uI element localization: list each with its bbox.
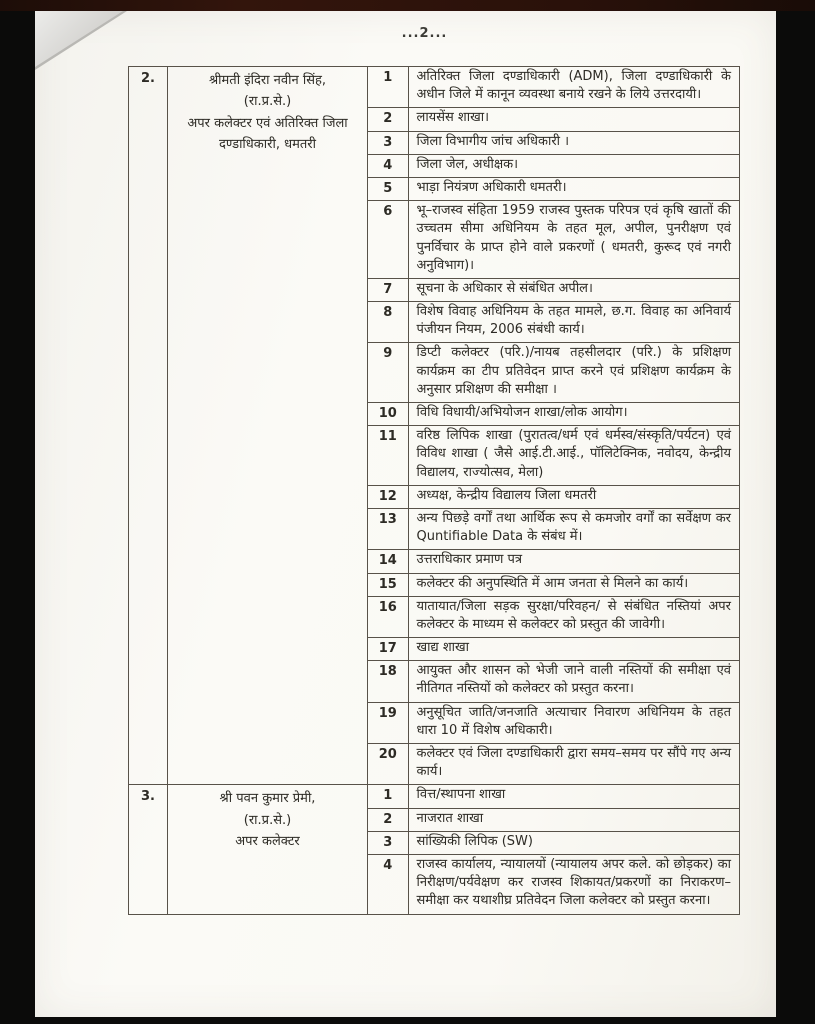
officer-name-line: श्रीमती इंदिरा नवीन सिंह,	[208, 73, 327, 88]
officer-serial: 2.	[129, 67, 168, 785]
duty-row	[368, 177, 739, 200]
duty-number: 4	[368, 854, 408, 913]
duty-number: 16	[368, 596, 408, 637]
page-number: ...2...	[401, 26, 448, 41]
duty-number: 2	[368, 108, 408, 131]
officer-name-line: (रा.प्र.से.)	[243, 94, 292, 110]
duty-text: कलेक्टर की अनुपस्थिति में आम जनता से मिलने का कार्य।	[408, 573, 739, 596]
duty-row	[368, 785, 739, 808]
duty-row	[368, 67, 739, 108]
duty-text: डिप्टी कलेक्टर (परि.)/नायब तहसीलदार (परि.) के प्रशिक्षण कार्यक्रम का टीप प्रतिवेदन प्राप्त करने एवं प्रशिक्षण कार्यक्रम के अनुसार प्रशिक्षण की समीक्षा ।	[408, 343, 739, 403]
duty-row	[368, 131, 739, 154]
duty-row	[368, 426, 739, 486]
duty-number: 8	[368, 302, 408, 343]
officer-duties	[368, 785, 740, 914]
officer-name-line: (रा.प्र.से.)	[243, 812, 292, 828]
duty-number: 6	[368, 201, 408, 279]
duty-row	[368, 831, 739, 854]
duty-number: 18	[368, 661, 408, 702]
officer-name-line: अपर कलेक्टर एवं अतिरिक्त जिला	[187, 115, 348, 131]
duty-row	[368, 702, 739, 743]
duty-text: कलेक्टर एवं जिला दण्डाधिकारी द्वारा समय–समय पर सौंपे गए अन्य कार्य।	[408, 744, 739, 785]
duty-number: 12	[368, 485, 408, 508]
duty-row	[368, 596, 739, 637]
duty-number: 11	[368, 426, 408, 486]
duty-text: अध्यक्ष, केन्द्रीय विद्यालय जिला धमतरी	[408, 485, 739, 508]
photo-top-edge	[0, 0, 815, 11]
duty-row	[368, 403, 739, 426]
duty-number: 13	[368, 508, 408, 549]
duty-text: जिला जेल, अधीक्षक।	[408, 154, 739, 177]
duty-row	[368, 661, 739, 702]
duty-text: नाजरात शाखा	[408, 808, 739, 831]
duty-row	[368, 638, 739, 661]
duty-row	[368, 108, 739, 131]
duty-text: विधि विधायी/अभियोजन शाखा/लोक आयोग।	[408, 403, 739, 426]
duty-row	[368, 508, 739, 549]
duty-row	[368, 485, 739, 508]
duty-number: 19	[368, 702, 408, 743]
duty-number: 14	[368, 550, 408, 573]
officer-duties	[368, 67, 740, 785]
duty-number: 7	[368, 278, 408, 301]
officer-row	[129, 67, 740, 785]
duty-number: 2	[368, 808, 408, 831]
duty-text: अतिरिक्त जिला दण्डाधिकारी (ADM), जिला दण्डाधिकारी के अधीन जिले में कानून व्यवस्था बनाये रखने के लिये उत्तरदायी।	[408, 67, 739, 108]
duty-text: राजस्व कार्यालय, न्यायालयों (न्यायालय अपर कले. को छोड़कर) का निरीक्षण/पर्यवेक्षण कर राजस्व शिकायत/प्रकरणों का निराकरण–समीक्षा कर यथाशीघ्र प्रतिवेदन जिला कलेक्टर को प्रस्तुत करना।	[408, 854, 739, 913]
duty-row	[368, 573, 739, 596]
duty-number: 17	[368, 638, 408, 661]
officer-name	[168, 785, 368, 914]
officer-row	[129, 785, 740, 914]
officer-name-line: श्री पवन कुमार प्रेमी,	[219, 791, 316, 807]
duty-row	[368, 302, 739, 343]
officer-name	[168, 67, 368, 785]
duty-text: अन्य पिछड़े वर्गों तथा आर्थिक रूप से कमजोर वर्गों का सर्वेक्षण कर Quntifiable Data के संबंध में।	[408, 508, 739, 549]
duty-number: 3	[368, 831, 408, 854]
duty-row	[368, 744, 739, 785]
duty-row	[368, 154, 739, 177]
duty-text: खाद्य शाखा	[408, 638, 739, 661]
duty-row	[368, 808, 739, 831]
duties-subtable	[368, 67, 739, 784]
officer-name-line: दण्डाधिकारी, धमतरी	[219, 137, 316, 153]
duty-assignment-table	[128, 66, 740, 915]
duty-text: सांख्यिकी लिपिक (SW)	[408, 831, 739, 854]
duty-text: विशेष विवाह अधिनियम के तहत मामले, छ.ग. विवाह का अनिवार्य पंजीयन नियम, 2006 संबंधी कार्य।	[408, 302, 739, 343]
duty-text: वित्त/स्थापना शाखा	[408, 785, 739, 808]
duty-text: जिला विभागीय जांच अधिकारी ।	[408, 131, 739, 154]
duty-text: उत्तराधिकार प्रमाण पत्र	[408, 550, 739, 573]
duty-number: 4	[368, 154, 408, 177]
duty-text: वरिष्ठ लिपिक शाखा (पुरातत्व/धर्म एवं धर्मस्व/संस्कृति/पर्यटन) एवं विविध शाखा ( जैसे आई.टी.आई., पॉलिटेक्निक, नवोदय, केन्द्रीय विद्यालय, राज्योत्सव, मेला)	[408, 426, 739, 486]
duty-text: आयुक्त और शासन को भेजी जाने वाली नस्तियों की समीक्षा एवं नीतिगत नस्तियों को कलेक्टर को प्रस्तुत करना।	[408, 661, 739, 702]
duty-text: अनुसूचित जाति/जनजाति अत्याचार निवारण अधिनियम के तहत धारा 10 में विशेष अधिकारी।	[408, 702, 739, 743]
duties-subtable	[368, 785, 739, 913]
duty-number: 15	[368, 573, 408, 596]
duty-number: 20	[368, 744, 408, 785]
duty-number: 9	[368, 343, 408, 403]
duty-row	[368, 343, 739, 403]
duty-number: 10	[368, 403, 408, 426]
duty-number: 1	[368, 67, 408, 108]
officer-serial: 3.	[129, 785, 168, 914]
duty-text: भाड़ा नियंत्रण अधिकारी धमतरी।	[408, 177, 739, 200]
duty-row	[368, 854, 739, 913]
duty-number: 1	[368, 785, 408, 808]
duty-text: लायसेंस शाखा।	[408, 108, 739, 131]
duty-text: भू–राजस्व संहिता 1959 राजस्व पुस्तक परिपत्र एवं कृषि खातों की उच्चतम सीमा अधिनियम के तहत मूल, अपील, पुनरीक्षण एवं पुनर्विचार के प्राप्त होने वाले प्रकरणों ( धमतरी, कुरूद एवं नगरी अनुविभाग)।	[408, 201, 739, 279]
duty-number: 5	[368, 177, 408, 200]
duty-row	[368, 550, 739, 573]
duty-row	[368, 201, 739, 279]
duty-number: 3	[368, 131, 408, 154]
duty-row	[368, 278, 739, 301]
duty-text: यातायात/जिला सड़क सुरक्षा/परिवहन/ से संबंधित नस्तियां अपर कलेक्टर के माध्यम से कलेक्टर को प्रस्तुत की जावेगी।	[408, 596, 739, 637]
officer-name-line: अपर कलेक्टर	[235, 834, 300, 850]
duty-text: सूचना के अधिकार से संबंधित अपील।	[408, 278, 739, 301]
document-paper	[35, 11, 776, 1017]
